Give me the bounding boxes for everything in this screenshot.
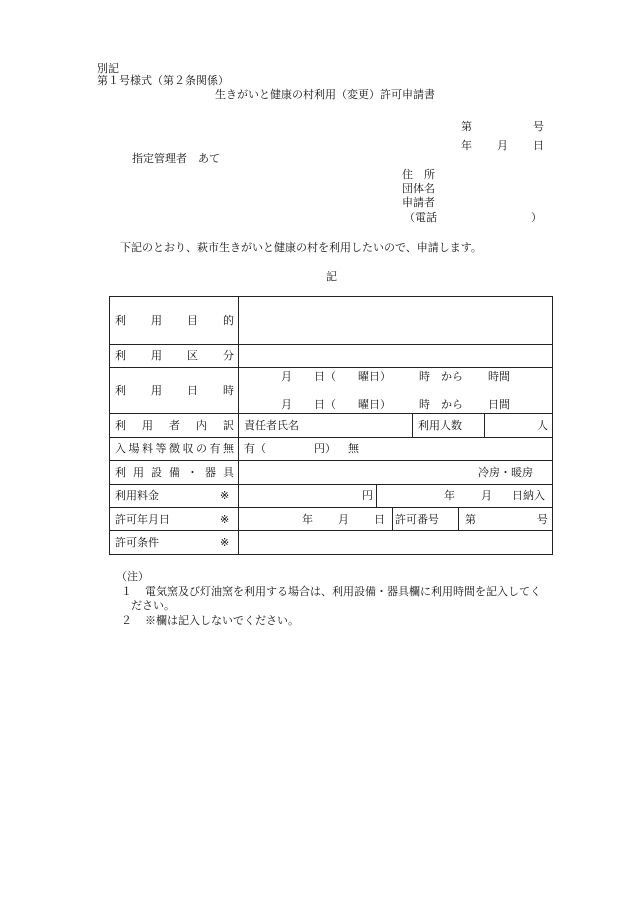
col-divider	[458, 507, 459, 530]
fee-paid-day: 日納入	[512, 489, 545, 502]
datetime1-hour: 時	[419, 370, 430, 383]
label-permit-date: 許可年月日	[115, 513, 170, 526]
datetime2-hour: 時	[419, 398, 430, 411]
row-divider	[110, 460, 552, 461]
col-divider	[412, 413, 413, 437]
fee-month: 月	[481, 489, 492, 502]
col-divider	[376, 484, 377, 507]
user-count-label: 利用人数	[418, 419, 462, 432]
office-use-mark: ※	[220, 513, 230, 526]
responsible-person-label: 責任者氏名	[244, 419, 299, 432]
row-divider	[110, 437, 552, 438]
label-conditions: 許可条件	[115, 536, 159, 549]
row-divider	[110, 484, 552, 485]
label-fee: 利用料金	[115, 489, 159, 502]
permit-year: 年	[302, 513, 313, 526]
row-divider	[110, 413, 552, 414]
date-year: 年	[461, 139, 472, 152]
datetime2-month: 月	[281, 398, 292, 411]
datetime1-weekday: 曜日）	[358, 370, 391, 383]
datetime1-month: 月	[281, 370, 292, 383]
admission-yes: 有（	[244, 442, 266, 455]
note-2-text: ※欄は記入しないでください。	[145, 614, 299, 627]
col-divider	[484, 413, 485, 437]
admission-no: 無	[348, 442, 359, 455]
note-1-number: １	[121, 585, 132, 598]
datetime2-from: から	[441, 398, 463, 411]
note-2-number: ２	[121, 614, 132, 627]
date-month: 月	[497, 139, 508, 152]
permit-number-label: 許可番号	[395, 513, 439, 526]
permit-month: 月	[338, 513, 349, 526]
ki-heading: 記	[326, 270, 337, 283]
datetime2-end: 日間	[488, 398, 510, 411]
intro-text: 下記のとおり、萩市生きがいと健康の村を利用したいので、申請します。	[120, 241, 482, 254]
row-divider	[110, 507, 552, 508]
doc-number-suffix: 号	[533, 120, 544, 133]
label-equipment: 利 用 設 備 ・ 器 具	[115, 466, 234, 479]
datetime1-duration: 時間	[488, 370, 510, 383]
applicant-phone-label: （電話	[404, 211, 437, 224]
applicant-phone-close: ）	[531, 211, 542, 224]
applicant-organization-label: 団体名	[402, 182, 435, 195]
notes-heading: （注）	[116, 570, 149, 583]
label-admission: 入 場 料 等 徴 収 の 有 無	[115, 442, 234, 455]
permit-number-prefix: 第	[465, 513, 476, 526]
label-purpose: 利 用 目 的	[115, 314, 234, 327]
datetime1-day: 日（	[314, 370, 336, 383]
applicant-name-label: 申請者	[402, 196, 435, 209]
doc-number-prefix: 第	[461, 120, 472, 133]
permit-day: 日	[374, 513, 385, 526]
fee-year: 年	[444, 489, 455, 502]
row-divider	[110, 344, 552, 345]
addressee: 指定管理者 あて	[132, 152, 220, 165]
user-count-unit: 人	[537, 419, 548, 432]
fee-yen: 円	[362, 489, 373, 502]
row-divider	[110, 367, 552, 368]
permit-number-suffix: 号	[537, 513, 548, 526]
date-day: 日	[533, 139, 544, 152]
label-datetime: 利 用 日 時	[115, 384, 234, 397]
admission-yen: 円）	[314, 442, 336, 455]
office-use-mark: ※	[220, 489, 230, 502]
col-divider	[238, 297, 239, 554]
datetime2-weekday: 曜日）	[358, 398, 391, 411]
label-category: 利 用 区 分	[115, 349, 234, 362]
appendix-label: 別記	[97, 62, 119, 75]
note-1-text: 電気窯及び灯油窯を利用する場合は、利用設備・器具欄に利用時間を記入してく	[145, 585, 541, 598]
applicant-address-label: 住 所	[402, 168, 435, 181]
row-divider	[110, 530, 552, 531]
page-title: 生きがいと健康の村利用（変更）許可申請書	[215, 88, 435, 101]
note-1-text-cont: ださい。	[131, 599, 175, 612]
datetime2-day: 日（	[314, 398, 336, 411]
datetime1-from: から	[441, 370, 463, 383]
col-divider	[392, 507, 393, 530]
equipment-value: 冷房・暖房	[478, 466, 533, 479]
office-use-mark: ※	[220, 536, 230, 549]
form-number: 第１号様式（第２条関係）	[97, 74, 229, 87]
label-user-breakdown: 利 用 者 内 訳	[115, 419, 234, 432]
